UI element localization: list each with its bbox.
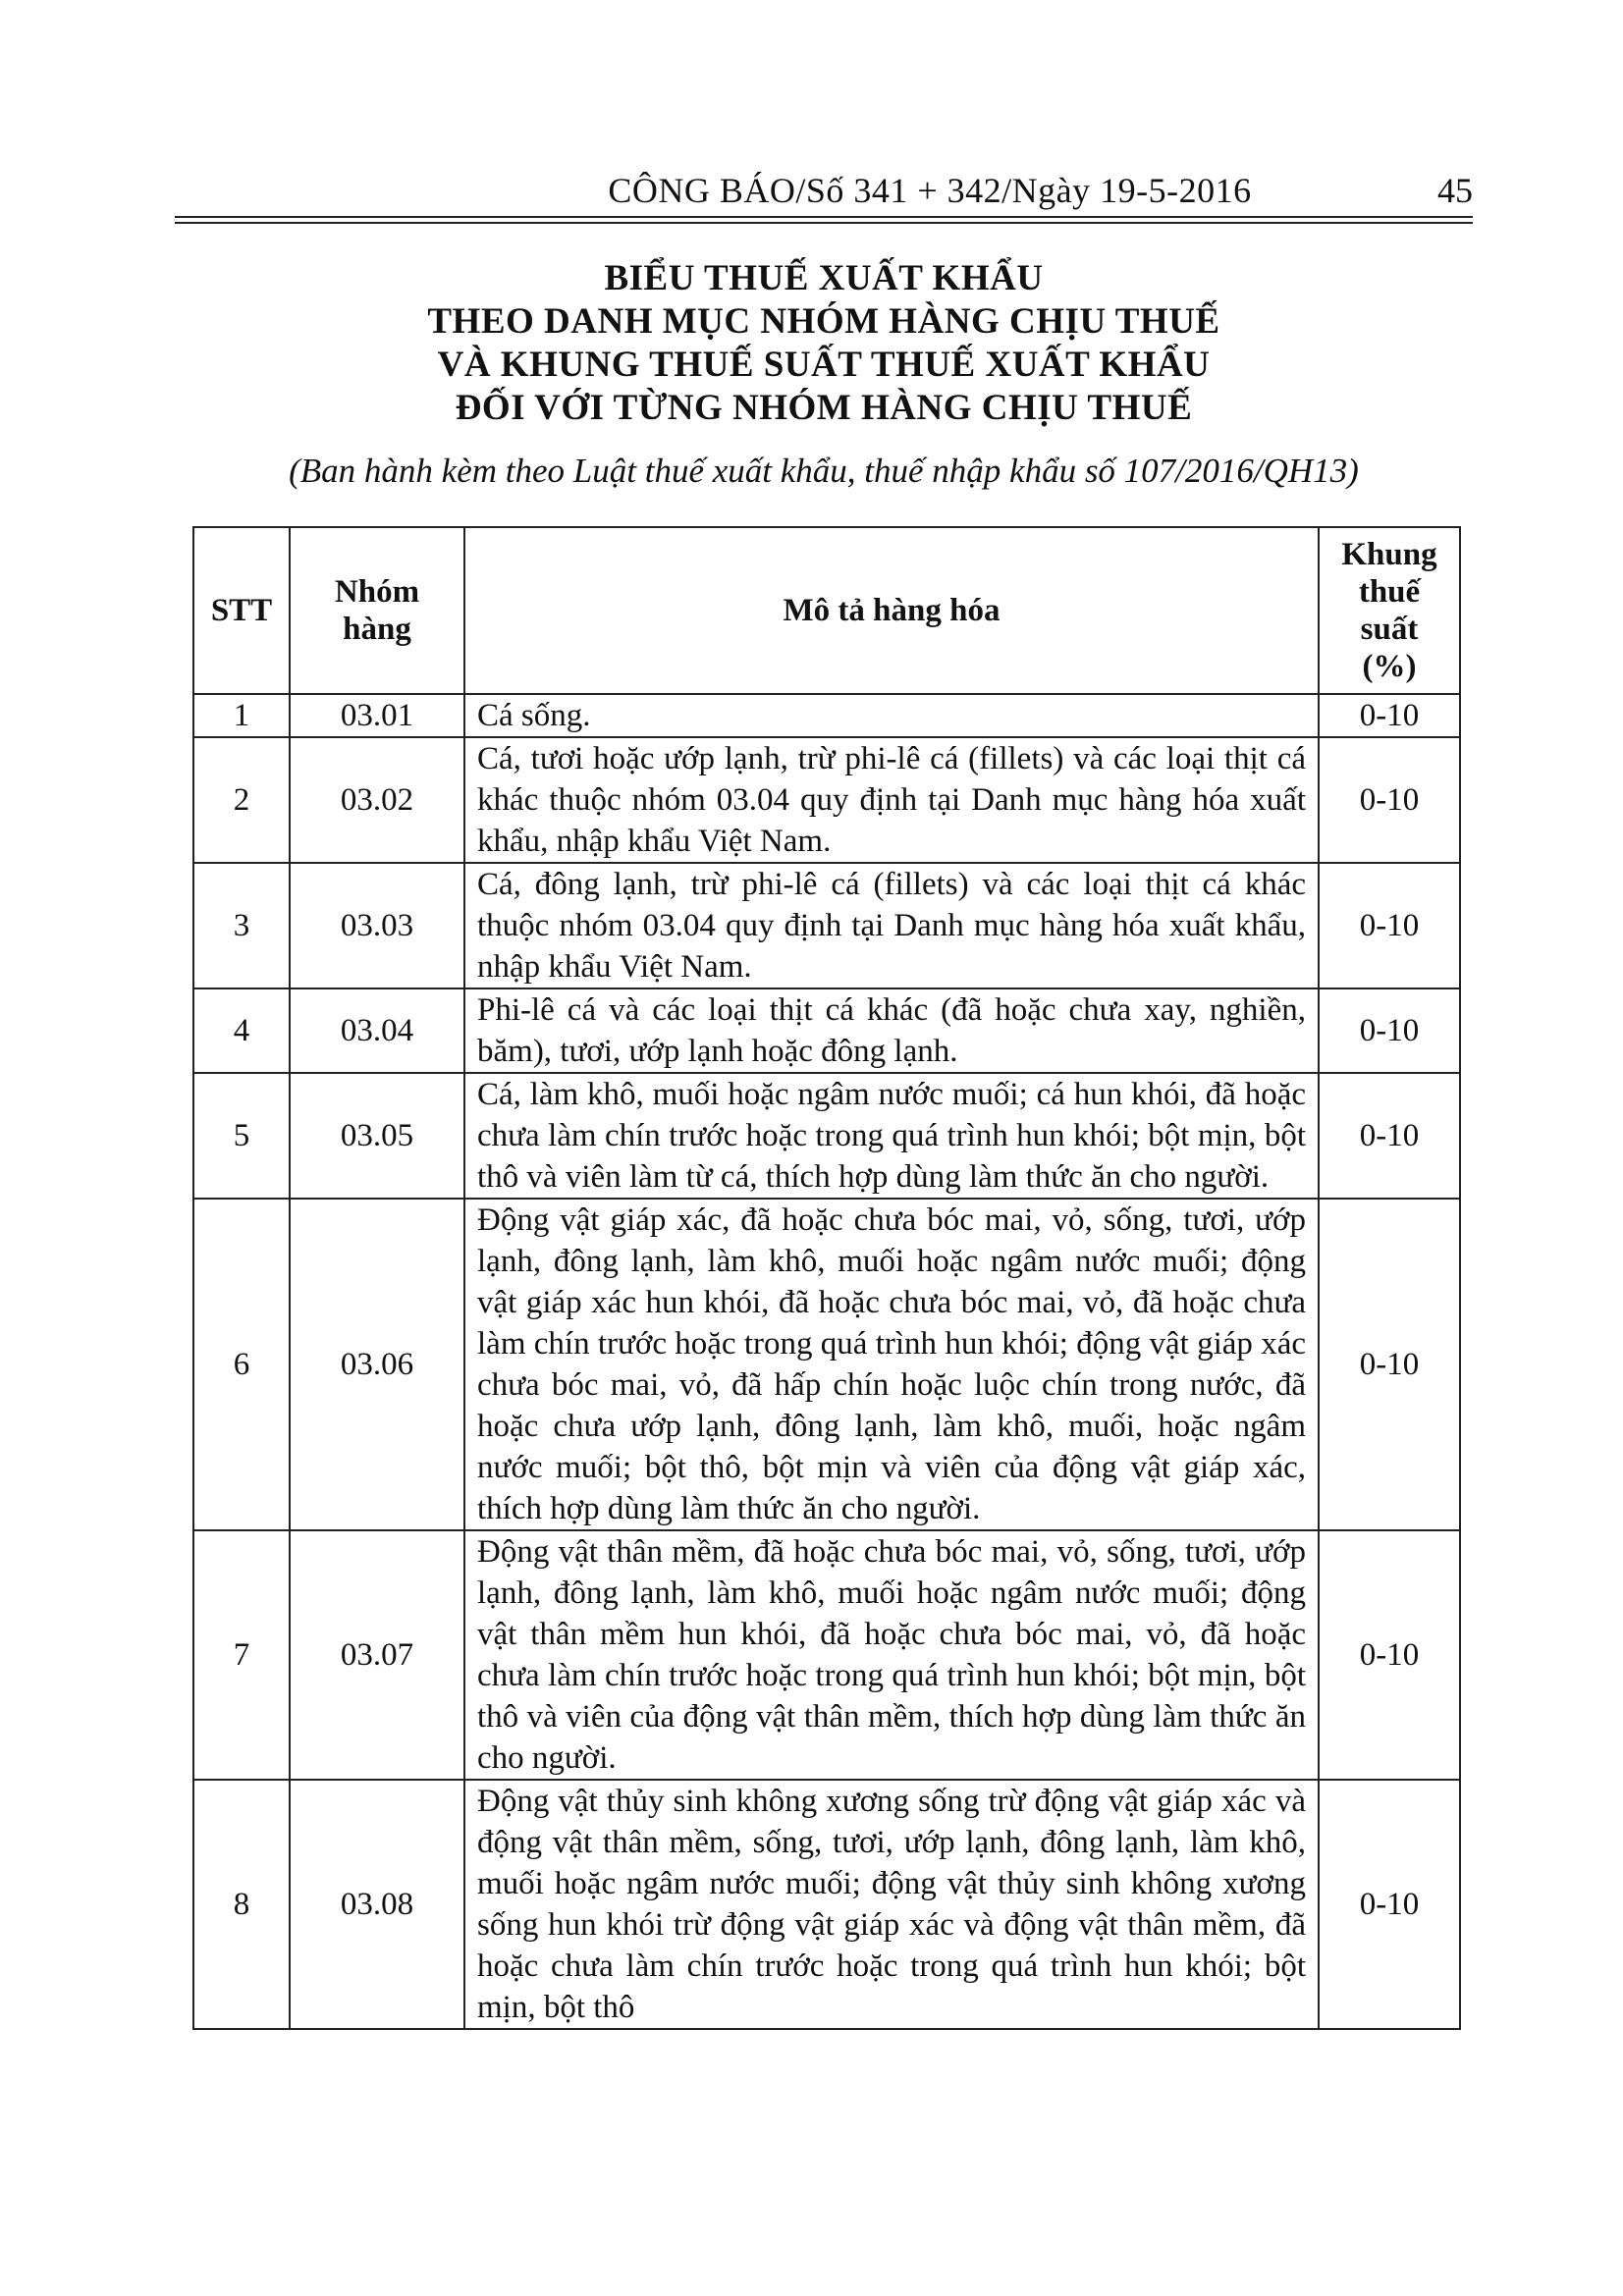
cell-rate: 0-10 [1319, 1530, 1460, 1780]
header-rule-top [175, 216, 1473, 218]
cell-rate: 0-10 [1319, 863, 1460, 988]
export-tariff-table [192, 526, 1461, 2030]
document-title [175, 257, 1473, 493]
header-stt: STT [193, 527, 290, 694]
cell-rate: 0-10 [1319, 694, 1460, 737]
cell-group: 03.08 [290, 1780, 464, 2029]
table-row [193, 988, 1460, 1073]
cell-stt: 7 [193, 1530, 290, 1780]
cell-group: 03.01 [290, 694, 464, 737]
page-header [175, 169, 1473, 212]
header-rate: Khung thuế suất (%) [1319, 527, 1460, 694]
cell-rate: 0-10 [1319, 988, 1460, 1073]
title-line-3: VÀ KHUNG THUẾ SUẤT THUẾ XUẤT KHẨU [437, 345, 1211, 385]
table-row [193, 694, 1460, 737]
cell-group: 03.02 [290, 737, 464, 863]
cell-stt: 2 [193, 737, 290, 863]
cell-stt: 4 [193, 988, 290, 1073]
cell-description: Cá, đông lạnh, trừ phi-lê cá (fillets) và các loại thịt cá khác thuộc nhóm 03.04 quy định tại Danh mục hàng hóa xuất khẩu, nhập khẩu Việt Nam. [464, 863, 1319, 988]
header-group: Nhóm hàng [290, 527, 464, 694]
table-row [193, 737, 1460, 863]
cell-group: 03.07 [290, 1530, 464, 1780]
cell-description: Cá, tươi hoặc ướp lạnh, trừ phi-lê cá (fillets) và các loại thịt cá khác thuộc nhóm 03.04 quy định tại Danh mục hàng hóa xuất khẩu, nhập khẩu Việt Nam. [464, 737, 1319, 863]
cell-description: Cá, làm khô, muối hoặc ngâm nước muối; cá hun khói, đã hoặc chưa làm chín trước hoặc trong quá trình hun khói; bột mịn, bột thô và viên làm từ cá, thích hợp dùng làm thức ăn cho người. [464, 1073, 1319, 1199]
cell-description: Phi-lê cá và các loại thịt cá khác (đã hoặc chưa xay, nghiền, băm), tươi, ướp lạnh hoặc đông lạnh. [464, 988, 1319, 1073]
cell-rate: 0-10 [1319, 1073, 1460, 1199]
cell-rate: 0-10 [1319, 1199, 1460, 1530]
cell-rate: 0-10 [1319, 737, 1460, 863]
cell-stt: 6 [193, 1199, 290, 1530]
table-row [193, 1530, 1460, 1780]
table-row [193, 1073, 1460, 1199]
cell-group: 03.03 [290, 863, 464, 988]
table-header-row [193, 527, 1460, 694]
cell-group: 03.06 [290, 1199, 464, 1530]
header-rule-bottom [175, 222, 1473, 224]
cell-description: Động vật thân mềm, đã hoặc chưa bóc mai, vỏ, sống, tươi, ướp lạnh, đông lạnh, làm khô, muối hoặc ngâm nước muối; động vật thân mềm hun khói, đã hoặc chưa bóc mai, vỏ, đã hoặc chưa làm chín trước hoặc trong quá trình hun khói; bột mịn, bột thô và viên của động vật thân mềm, thích hợp dùng làm thức ăn cho người. [464, 1530, 1319, 1780]
table-row [193, 863, 1460, 988]
cell-stt: 1 [193, 694, 290, 737]
cell-rate: 0-10 [1319, 1780, 1460, 2029]
table-row [193, 1780, 1460, 2029]
cell-group: 03.04 [290, 988, 464, 1073]
title-line-1: BIỂU THUẾ XUẤT KHẨU [604, 258, 1044, 298]
title-line-2: THEO DANH MỤC NHÓM HÀNG CHỊU THUẾ [427, 301, 1220, 342]
cell-stt: 8 [193, 1780, 290, 2029]
header-description: Mô tả hàng hóa [464, 527, 1319, 694]
gazette-header: CÔNG BÁO/Số 341 + 342/Ngày 19-5-2016 [608, 171, 1252, 210]
cell-description: Cá sống. [464, 694, 1319, 737]
table-row [193, 1199, 1460, 1530]
cell-description: Động vật thủy sinh không xương sống trừ động vật giáp xác và động vật thân mềm, sống, tươi, ướp lạnh, đông lạnh, làm khô, muối hoặc ngâm nước muối; động vật thủy sinh không xương sống hun khói trừ động vật giáp xác và động vật thân mềm, đã hoặc chưa làm chín trước hoặc trong quá trình hun khói; bột mịn, bột thô [464, 1780, 1319, 2029]
cell-group: 03.05 [290, 1073, 464, 1199]
title-line-4: ĐỐI VỚI TỪNG NHÓM HÀNG CHỊU THUẾ [455, 388, 1193, 428]
cell-description: Động vật giáp xác, đã hoặc chưa bóc mai, vỏ, sống, tươi, ướp lạnh, đông lạnh, làm khô, muối hoặc ngâm nước muối; động vật giáp xác hun khói, đã hoặc chưa bóc mai, vỏ, đã hoặc chưa làm chín trước hoặc trong quá trình hun khói; động vật giáp xác chưa bóc mai, vỏ, đã hấp chín hoặc luộc chín trong nước, đã hoặc chưa ướp lạnh, đông lạnh, làm khô, muối, hoặc ngâm nước muối; bột thô, bột mịn và viên của động vật giáp xác, thích hợp dùng làm thức ăn cho người. [464, 1199, 1319, 1530]
page-number: 45 [1437, 171, 1473, 210]
document-subtitle: (Ban hành kèm theo Luật thuế xuất khẩu, thuế nhập khẩu số 107/2016/QH13) [289, 452, 1359, 490]
cell-stt: 5 [193, 1073, 290, 1199]
cell-stt: 3 [193, 863, 290, 988]
